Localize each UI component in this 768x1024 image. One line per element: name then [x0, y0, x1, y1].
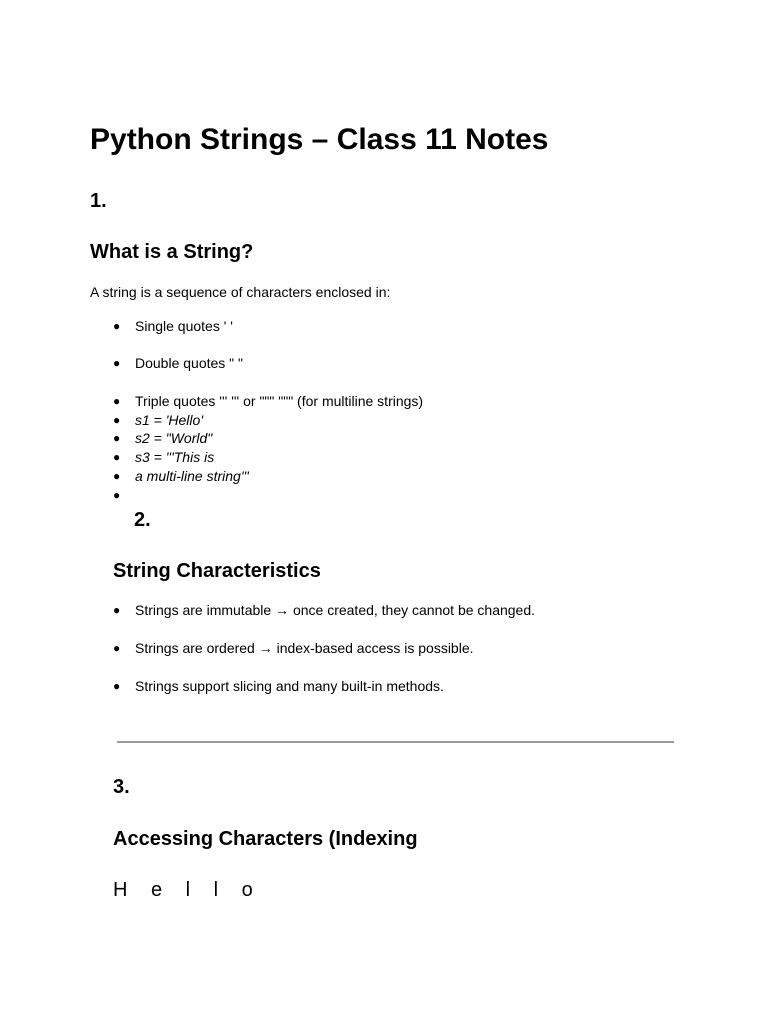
list-item-text: Triple quotes ''' ''' or """ """ (for multiline strings): [135, 393, 424, 409]
bullet-icon: ●: [113, 319, 121, 333]
bullet-icon: ●: [113, 679, 121, 693]
bullet-icon: ●: [113, 431, 121, 445]
section-2-number: 2.: [134, 509, 151, 531]
indexing-example-word: H e l l o: [113, 879, 262, 901]
list-item-text: Strings are immutable → once created, they cannot be changed.: [135, 602, 536, 618]
code-line-text: a multi-line string''': [135, 468, 249, 484]
section-1-heading: What is a String?: [90, 241, 254, 263]
bullet-icon: ●: [113, 641, 121, 655]
list-item-text: Strings are ordered → index-based access is possible.: [135, 640, 474, 656]
page-title: Python Strings – Class 11 Notes: [90, 123, 549, 156]
bullet-icon: ●: [113, 469, 121, 483]
section-1-number: 1.: [90, 190, 107, 212]
bullet-icon: ●: [113, 394, 121, 408]
bullet-icon: ●: [113, 450, 121, 464]
code-line-text: s1 = 'Hello': [135, 412, 203, 428]
code-line-text: s3 = '''This is: [135, 449, 215, 465]
section-3-number: 3.: [113, 776, 130, 798]
list-item-text: Strings support slicing and many built-in methods.: [135, 678, 444, 694]
section-2-heading: String Characteristics: [113, 560, 321, 582]
section-1-intro: A string is a sequence of characters enclosed in:: [90, 284, 391, 300]
bullet-icon: ●: [113, 488, 121, 502]
code-line-text: s2 = "World": [135, 430, 213, 446]
bullet-icon: ●: [113, 603, 121, 617]
section-3-heading: Accessing Characters (Indexing: [113, 828, 418, 850]
list-item-text: Single quotes ' ': [135, 318, 233, 334]
bullet-icon: ●: [113, 356, 121, 370]
bullet-icon: ●: [113, 413, 121, 427]
list-item-text: Double quotes " ": [135, 355, 244, 371]
horizontal-divider: [117, 741, 674, 743]
